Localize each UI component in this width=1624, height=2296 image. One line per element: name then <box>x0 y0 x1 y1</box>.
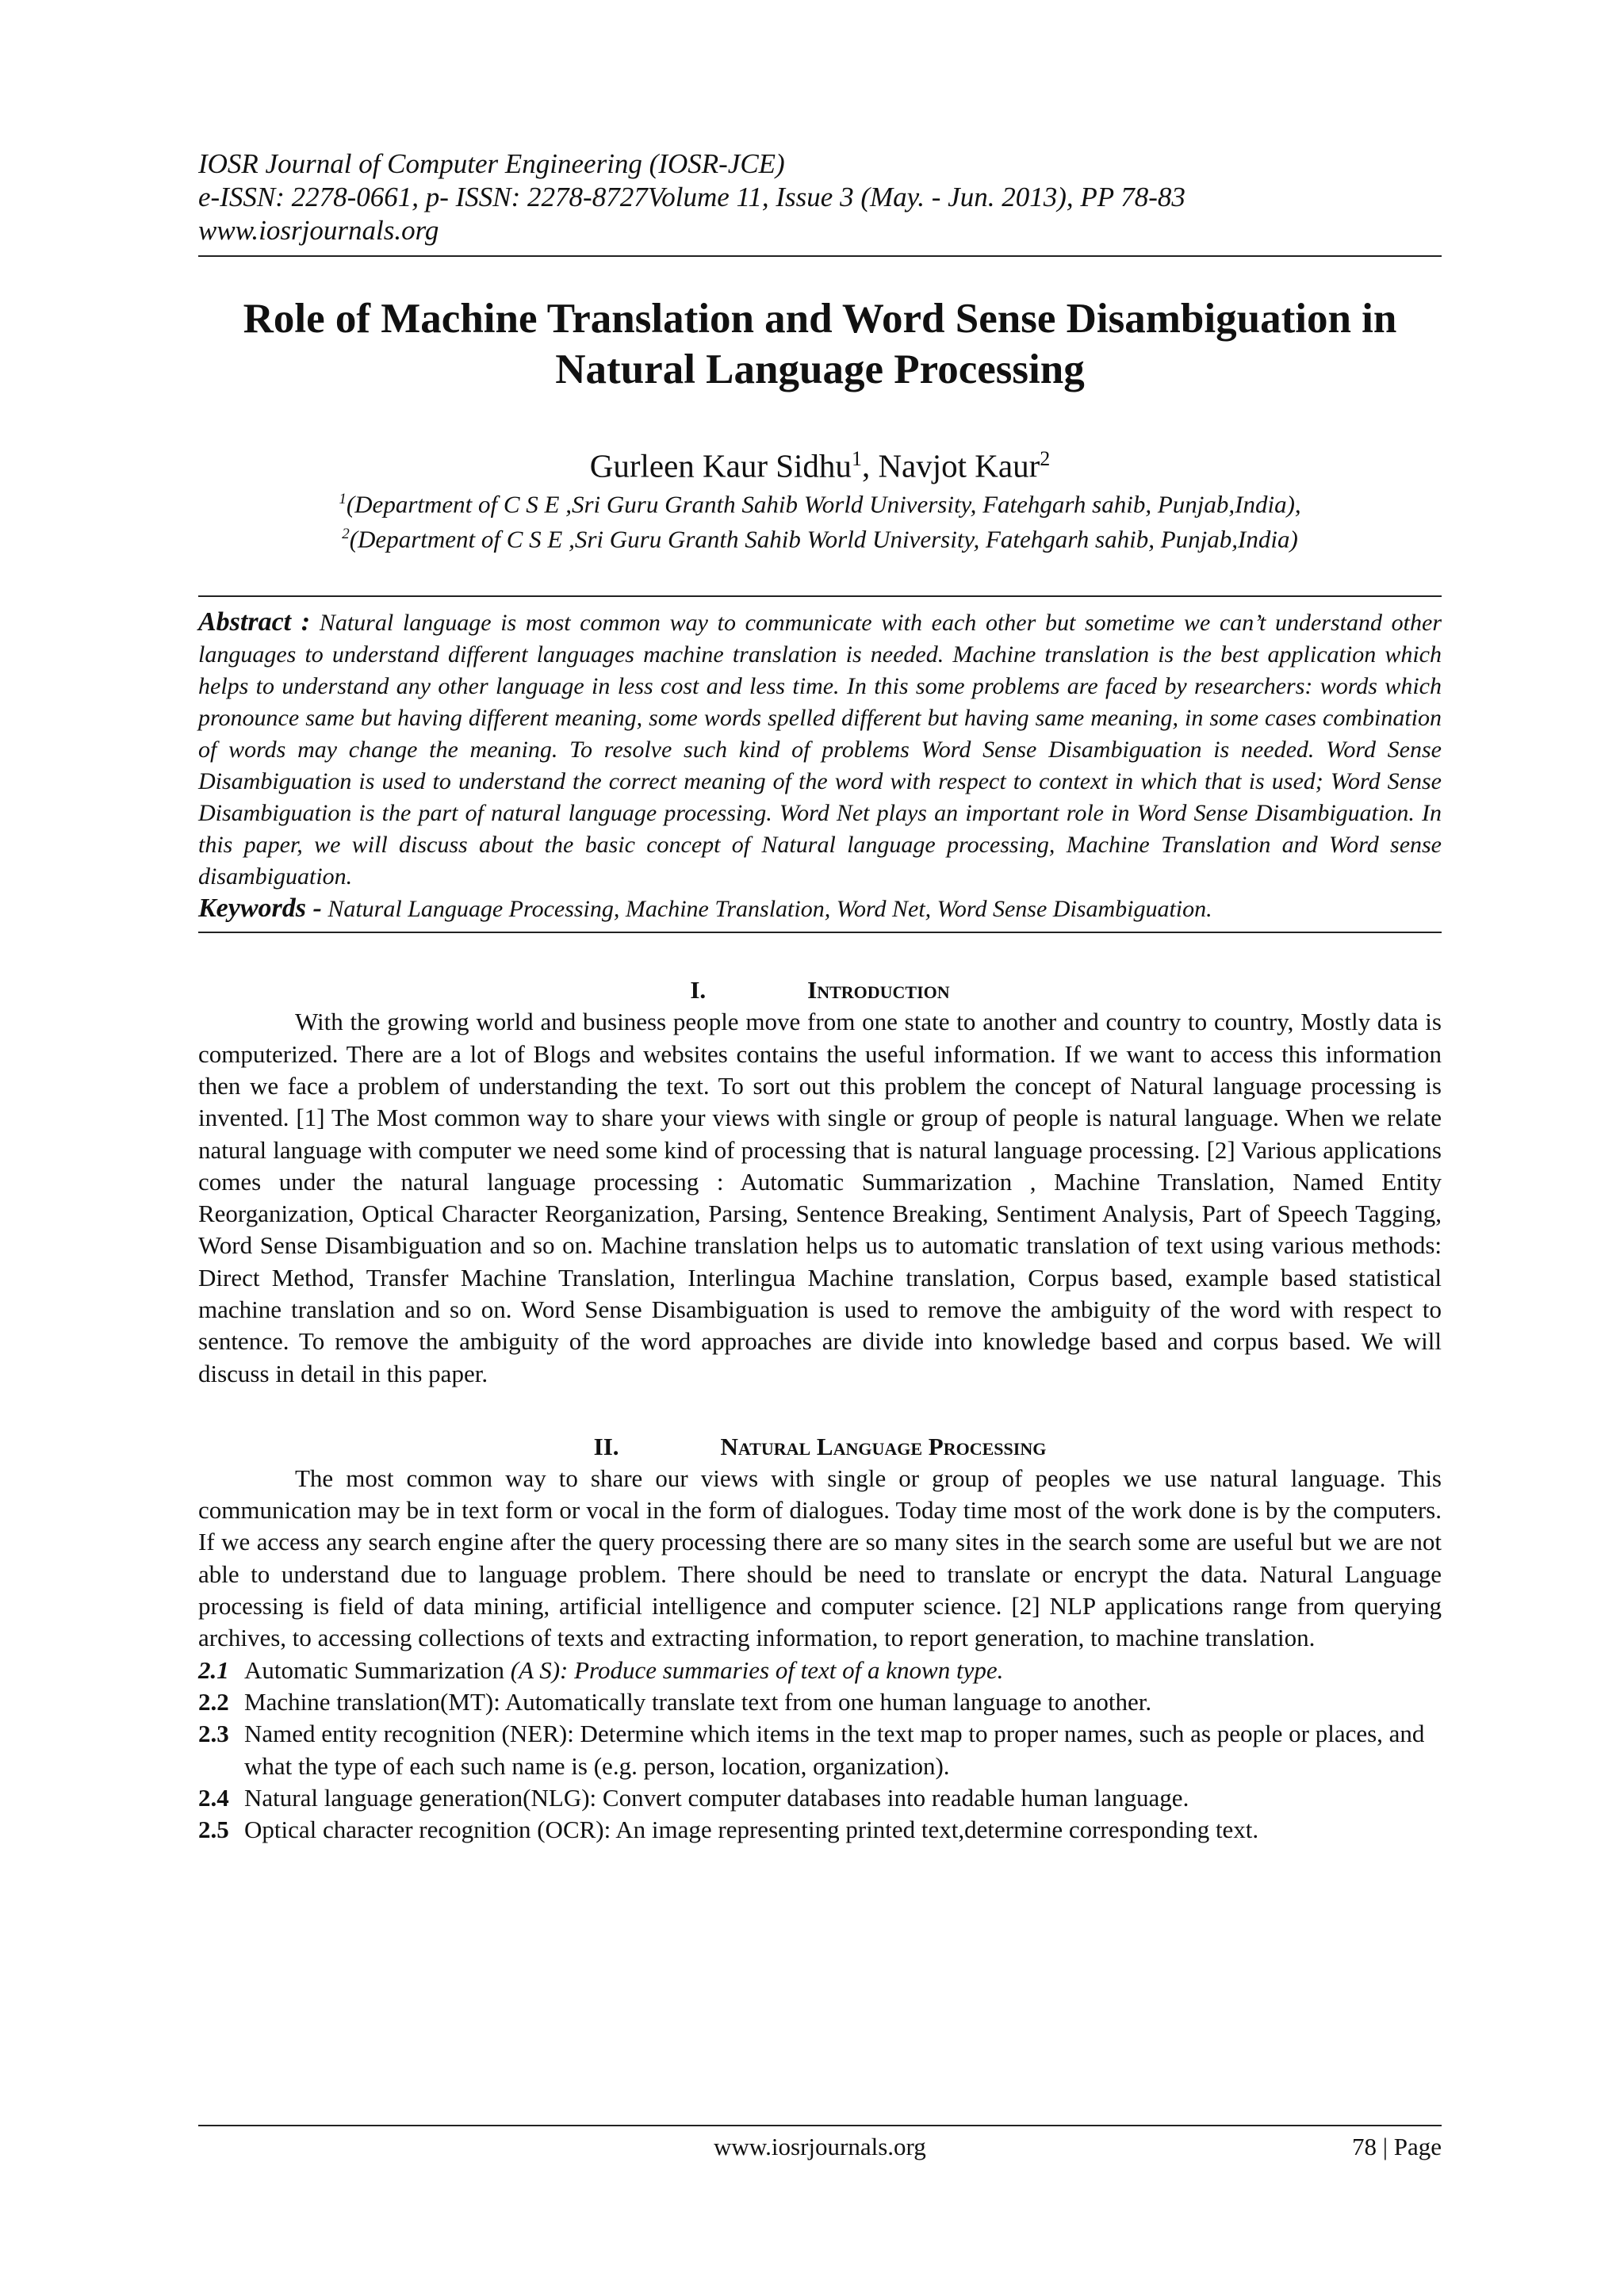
section-title: Introduction <box>807 976 950 1004</box>
affiliation-superscript: 2 <box>342 525 350 542</box>
section-heading-nlp <box>198 1431 1442 1463</box>
abstract-label: Abstract : <box>198 607 311 637</box>
list-item-number: 2.1 <box>198 1655 229 1684</box>
list-item-text: Named entity recognition (NER): Determine which items in the text map to proper names, such as people or places, and what the type of each such name is (e.g. person, location, organization). <box>244 1720 1425 1780</box>
footer-divider <box>198 2125 1442 2126</box>
list-item-number: 2.5 <box>198 1816 229 1844</box>
keywords-text: Natural Language Processing, Machine Translation, Word Net, Word Sense Disambiguation. <box>327 896 1212 923</box>
title-line-2: Natural Language Processing <box>555 346 1085 392</box>
author-list <box>198 441 1442 484</box>
list-item-number: 2.3 <box>198 1720 229 1748</box>
list-item-text: Natural language generation(NLG): Convert computer databases into readable human language. <box>244 1783 1189 1812</box>
author-superscript: 2 <box>1040 447 1051 470</box>
page-footer <box>198 2125 1442 2168</box>
affiliation-text: (Department of C S E ,Sri Guru Granth Sahib World University, Fatehgarh sahib, Punjab,India), <box>346 489 1301 518</box>
author-superscript: 1 <box>851 447 862 470</box>
keywords-label: Keywords - <box>198 894 322 924</box>
abstract-text: Natural language is most common way to communicate with each other but sometime we can’t understand other languages to understand different languages machine translation is needed. Machine translation is the best application which helps to understand any other language in less cost and less time. In this some problems are faced by researchers: words which pronounce same but having different meaning, some words spelled different but having same meaning, in some cases combination of words may change the meaning. To resolve such kind of problems Word Sense Disambiguation is needed. Word Sense Disambiguation is used to understand the correct meaning of the word with respect to context in which that is used; Word Sense Disambiguation is the part of natural language processing. Word Net plays an important role in Word Sense Disambiguation. In this paper, we will discuss about the basic concept of Natural language processing, Machine Translation and Word sense disambiguation. <box>198 610 1442 890</box>
list-item-number: 2.2 <box>198 1687 229 1716</box>
header-divider <box>198 255 1442 257</box>
author-name: Gurleen Kaur Sidhu <box>589 447 852 484</box>
affiliation-text: (Department of C S E ,Sri Guru Granth Sahib World University, Fatehgarh sahib, Punjab,India) <box>349 525 1298 553</box>
nlp-paragraph: The most common way to share our views with single or group of peoples we use natural language. This communication may be in text form or vocal in the form of dialogues. Today time most of the work done is by the computers. If we access any search engine after the query processing there are so many sites in the search some are useful but we are not able to understand due to language problem. There should be need to translate or encrypt the data. Natural Language processing is field of data mining, artificial intelligence and computer science. [2] NLP applications range from querying archives, to accessing collections of texts and extracting information, to report generation, to machine translation. <box>198 1464 1442 1652</box>
abstract-divider-bottom <box>198 932 1442 933</box>
affiliation-2 <box>198 519 1442 554</box>
issn-line: e-ISSN: 2278-0661, p- ISSN: 2278-8727Volume 11, Issue 3 (May. - Jun. 2013), PP 78-83 <box>198 182 1185 212</box>
keywords <box>198 893 1442 925</box>
abstract <box>198 607 1442 893</box>
list-item-number: 2.4 <box>198 1783 229 1812</box>
list-item-text: Machine translation(MT): Automatically translate text from one human language to another. <box>244 1687 1152 1716</box>
author-name: Navjot Kaur <box>878 447 1040 484</box>
list-item <box>198 1814 1442 1846</box>
section-number: I. <box>690 976 707 1004</box>
list-item-text <box>244 1655 1442 1686</box>
page-number: 78 | Page <box>1352 2133 1442 2160</box>
footer-website: www.iosrjournals.org <box>714 2133 926 2160</box>
journal-website: www.iosrjournals.org <box>198 215 439 246</box>
abstract-divider-top <box>198 595 1442 597</box>
affiliation-1 <box>198 484 1442 519</box>
list-item <box>198 1718 1442 1782</box>
list-item <box>198 1655 1442 1686</box>
introduction-paragraph: With the growing world and business people move from one state to another and country to country, Mostly data is computerized. There are a lot of Blogs and websites contains the useful information. If we want to access this information then we face a problem of understanding the text. To sort out this problem the concept of Natural language processing is invented. [1] The Most common way to share your views with single or group of people is natural language. When we relate natural language with computer we need some kind of processing that is natural language processing. [2] Various applications comes under the natural language processing : Automatic Summarization , Machine Translation, Named Entity Reorganization, Optical Character Reorganization, Parsing, Sentence Breaking, Sentiment Analysis, Part of Speech Tagging, Word Sense Disambiguation and so on. Machine translation helps us to automatic translation of text using various methods: Direct Method, Transfer Machine Translation, Interlingua Machine translation, Corpus based, example based statistical machine translation and so on. Word Sense Disambiguation is used to remove the ambiguity of the word with respect to sentence. To remove the ambiguity of the word approaches are divide into knowledge based and corpus based. We will discuss in detail in this paper. <box>198 1008 1442 1387</box>
footer-row <box>198 2133 1442 2168</box>
title-line-1: Role of Machine Translation and Word Sense Disambiguation in <box>243 296 1397 342</box>
list-item-text-plain: Automatic Summarization <box>244 1655 511 1684</box>
affiliation-superscript: 1 <box>339 490 347 507</box>
journal-name: IOSR Journal of Computer Engineering (IOSR-JCE) <box>198 148 785 179</box>
paper-page <box>198 147 1442 1846</box>
list-item-text: Optical character recognition (OCR): An image representing printed text,determine corresponding text. <box>244 1816 1259 1844</box>
section-number: II. <box>593 1432 619 1460</box>
author-separator: , <box>861 447 879 484</box>
journal-header <box>198 147 1442 247</box>
list-item <box>198 1782 1442 1814</box>
section-heading-introduction <box>198 974 1442 1006</box>
paper-title <box>198 293 1442 395</box>
list-item-text-italic: (A S): Produce summaries of text of a known type. <box>510 1655 1004 1684</box>
section-title: Natural Language Processing <box>720 1432 1047 1460</box>
list-item <box>198 1686 1442 1718</box>
